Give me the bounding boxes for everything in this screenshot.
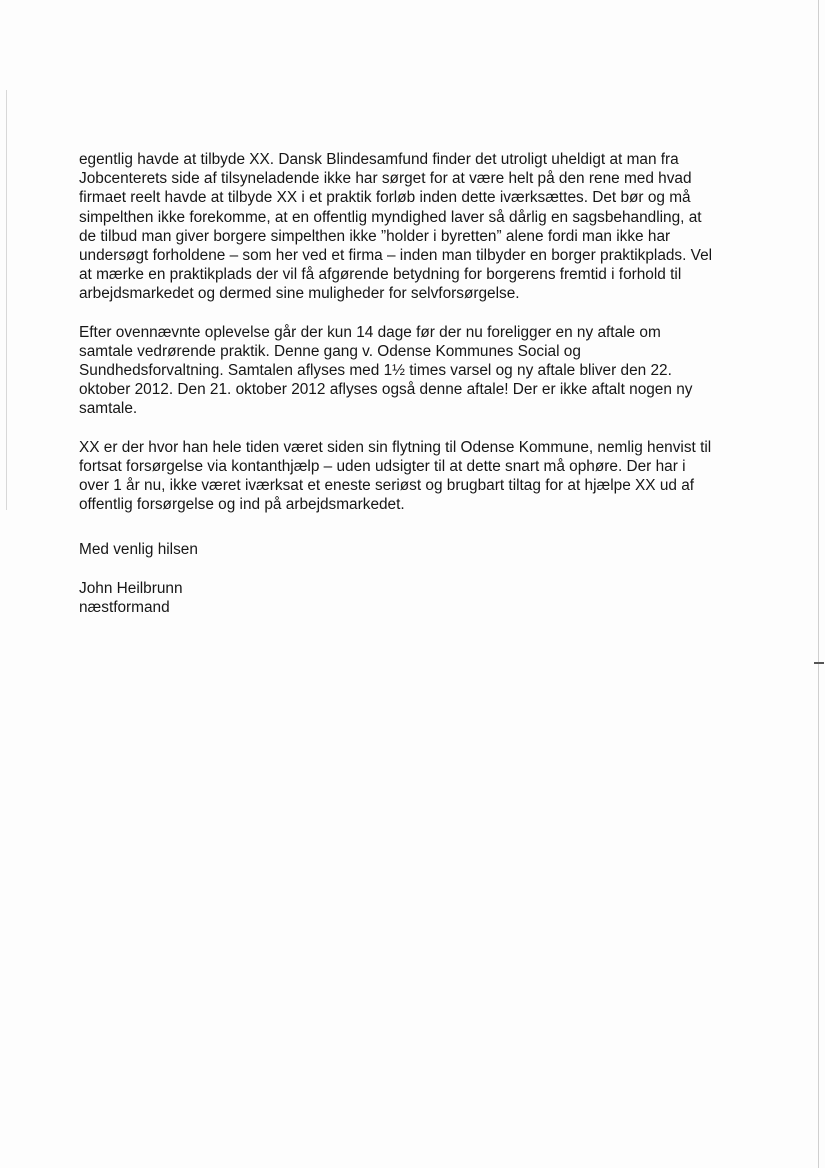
paragraph-line: firmaet reelt havde at tilbyde XX i et praktik forløb inden dette iværksættes. Det bør og må — [79, 189, 691, 207]
signature — [79, 579, 779, 617]
scan-margin-mark — [814, 662, 824, 664]
paragraph-line: at mærke en praktikplads der vil få afgørende betydning for borgerens fremtid i forhold til — [79, 266, 682, 284]
paragraph-1 — [79, 150, 779, 304]
paragraph-line: samtale vedrørende praktik. Denne gang v. Odense Kommunes Social og — [79, 342, 581, 360]
paragraph-2 — [79, 323, 779, 419]
paragraph-line: undersøgt forholdene – som her ved et firma – inden man tilbyder en borger praktikplads. Vel — [79, 247, 713, 265]
paragraph-line: Sundhedsforvaltning. Samtalen aflyses med 1½ times varsel og ny aftale bliver den 22. — [79, 362, 672, 380]
paragraph-line: egentlig havde at tilbyde XX. Dansk Blindesamfund finder det utroligt uheldigt at man fra — [79, 151, 679, 168]
paragraph-line: XX er der hvor han hele tiden været siden sin flytning til Odense Kommune, nemlig henvist til — [79, 438, 712, 456]
letter-body — [79, 150, 779, 636]
scan-edge-left — [6, 90, 7, 510]
paragraph-line: Efter ovennævnte oplevelse går der kun 14 dage før der nu foreligger en ny aftale om — [79, 323, 661, 341]
paragraph-line: Jobcenterets side af tilsyneladende ikke har sørget for at være helt på den rene med hvad — [79, 170, 692, 188]
paragraph-line: offentlig forsørgelse og ind på arbejdsmarkedet. — [79, 496, 405, 514]
paragraph-line: arbejdsmarkedet og dermed sine muligheder for selvforsørgelse. — [79, 285, 520, 303]
scan-edge-right — [818, 0, 819, 1168]
paragraph-line: samtale. — [79, 400, 138, 418]
paragraph-line: simpelthen ikke forekomme, at en offentlig myndighed laver så dårlig en sagsbehandling, at — [79, 208, 702, 226]
paragraph-line: fortsat forsørgelse via kontanthjælp – uden udsigter til at dette snart må ophøre. Der har i — [79, 457, 686, 475]
signature-name: John Heilbrunn — [79, 579, 183, 597]
closing-salutation: Med venlig hilsen — [79, 541, 198, 559]
paragraph-3 — [79, 438, 779, 515]
signature-title: næstformand — [79, 598, 170, 616]
paragraph-line: oktober 2012. Den 21. oktober 2012 aflyses også denne aftale! Der er ikke aftalt nogen ny — [79, 381, 693, 399]
paragraph-line: de tilbud man giver borgere simpelthen ikke ”holder i byretten” alene fordi man ikke har — [79, 227, 671, 245]
paragraph-line: over 1 år nu, ikke været iværksat et eneste seriøst og brugbart tiltag for at hjælpe XX ud af — [79, 477, 695, 495]
